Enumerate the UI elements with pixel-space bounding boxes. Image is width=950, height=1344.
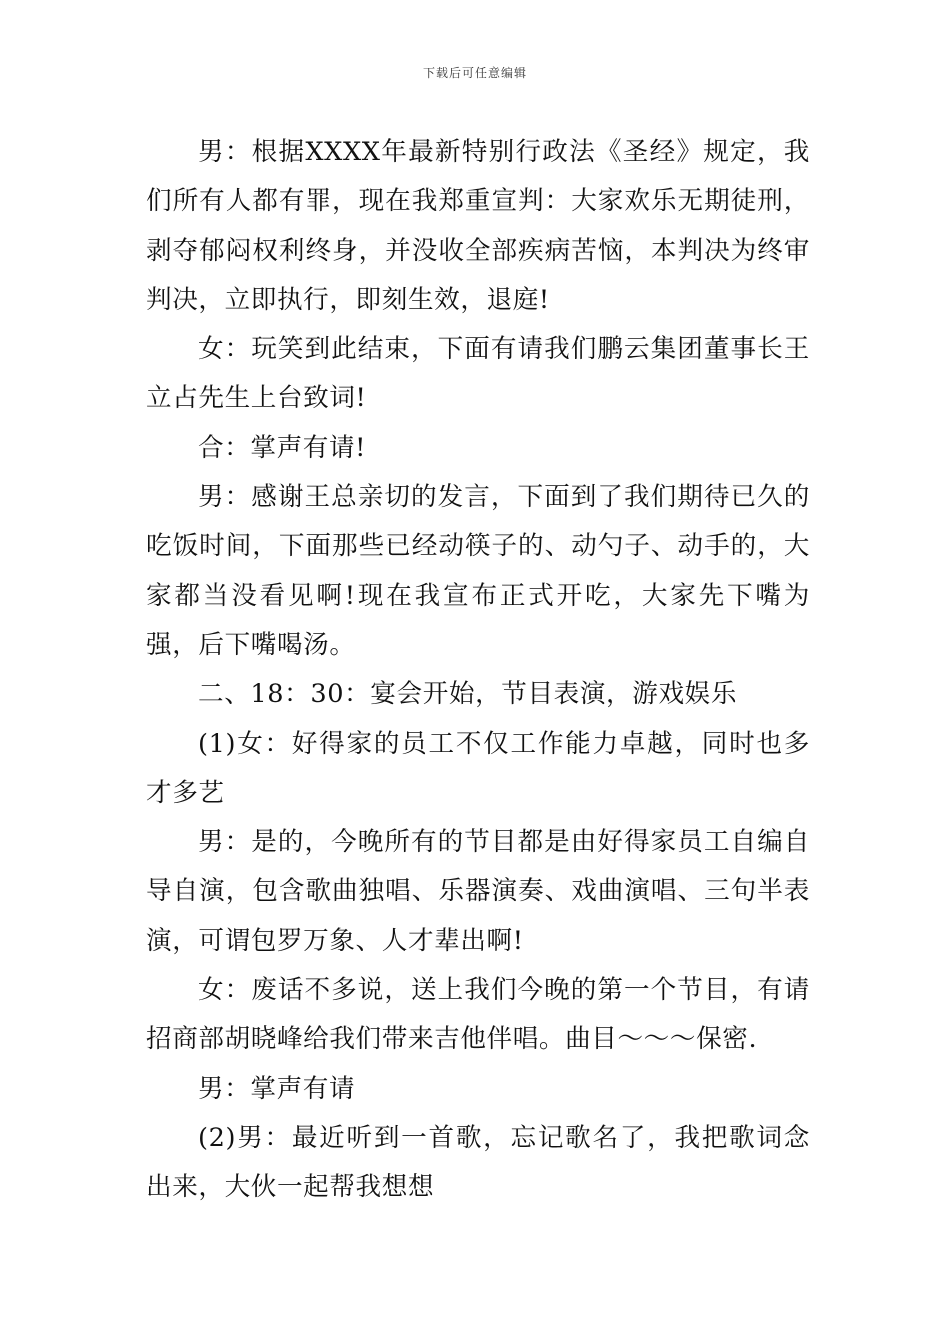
paragraph: 男：根据XXXX年最新特别行政法《圣经》规定，我们所有人都有罪，现在我郑重宣判：大家欢乐无期徒刑，剥夺郁闷权利终身，并没收全部疾病苦恼，本判决为终审判决，立即执行，即刻生效，退庭!: [146, 137, 810, 315]
paragraph: 男：感谢王总亲切的发言，下面到了我们期待已久的吃饭时间，下面那些已经动筷子的、动勺子、动手的，大家都当没看见啊!现在我宣布正式开吃，大家先下嘴为强，后下嘴喝汤。: [146, 482, 810, 660]
paragraph: 二、18：30：宴会开始，节目表演，游戏娱乐: [198, 679, 738, 710]
paragraph: (1)女：好得家的员工不仅工作能力卓越，同时也多才多艺: [146, 728, 810, 808]
paragraph: 男：是的，今晚所有的节目都是由好得家员工自编自导自演，包含歌曲独唱、乐器演奏、戏曲演唱、三句半表演，可谓包罗万象、人才辈出啊!: [146, 827, 810, 956]
paragraph: 女：废话不多说，送上我们今晚的第一个节目，有请招商部胡晓峰给我们带来吉他伴唱。曲目～～～保密.: [146, 975, 810, 1055]
paragraph: 合：掌声有请!: [198, 432, 367, 463]
page-header: 下载后可任意编辑: [422, 66, 527, 80]
document-body: [146, 128, 810, 1213]
paragraph: 男：掌声有请: [198, 1073, 356, 1104]
paragraph: (2)男：最近听到一首歌，忘记歌名了，我把歌词念出来，大伙一起帮我想想: [146, 1122, 810, 1203]
paragraph: 女：玩笑到此结束，下面有请我们鹏云集团董事长王立占先生上台致词!: [146, 334, 810, 414]
